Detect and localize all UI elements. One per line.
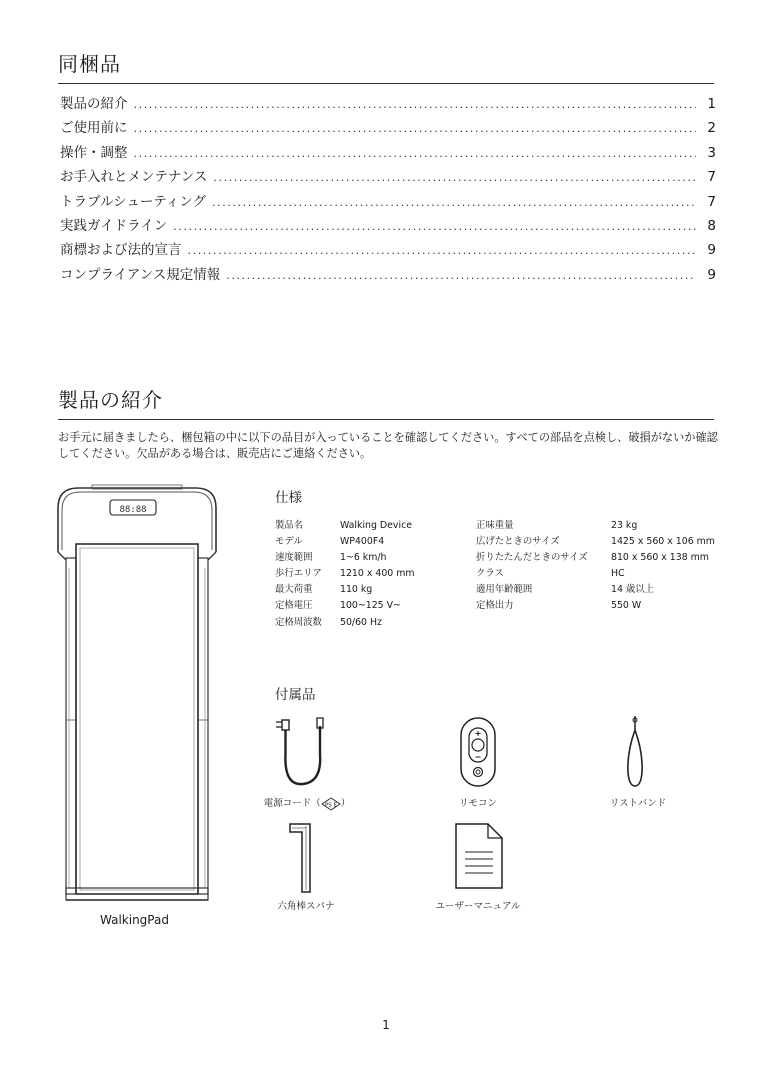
spec-value: 810 x 560 x 138 mm [611, 552, 709, 564]
spec-label: 定格電圧 [275, 600, 313, 612]
specs-left-column [275, 518, 415, 631]
spec-value: 23 kg [611, 520, 638, 531]
toc-item-title: トラブルシューティング [60, 193, 207, 210]
toc-item[interactable] [60, 165, 716, 189]
spec-row [476, 534, 715, 550]
page-number: 1 [382, 1018, 390, 1032]
spec-row [275, 550, 415, 566]
spec-row [275, 534, 415, 550]
hex-wrench-icon [286, 820, 320, 896]
walkingpad-device-icon [52, 484, 222, 909]
spec-value: Walking Device [340, 520, 412, 531]
spec-label: 定格出力 [476, 600, 514, 612]
spec-value: 550 W [611, 600, 642, 612]
spec-value: 1~6 km/h [340, 552, 387, 564]
spec-value: 50/60 Hz [340, 616, 382, 628]
toc-rule [58, 83, 714, 84]
spec-label: 最大荷重 [275, 584, 313, 596]
spec-label: クラス [476, 568, 504, 580]
toc-heading: 同梱品 [58, 52, 121, 76]
spec-value: 1425 x 560 x 106 mm [611, 536, 715, 548]
toc-item[interactable] [60, 190, 716, 214]
device-display: 88:88 [119, 505, 147, 515]
manual-label: ユーザーマニュアル [435, 901, 521, 912]
spec-label: 折りたたんだときのサイズ [476, 552, 588, 564]
toc-leader [134, 122, 697, 135]
wristband-icon [620, 712, 650, 792]
toc-leader [213, 171, 696, 184]
toc-item[interactable] [60, 141, 716, 165]
spec-row [476, 518, 715, 534]
pse-mark-icon [321, 797, 341, 811]
spec-row [476, 566, 715, 582]
device-label: WalkingPad [100, 913, 169, 927]
toc-item-page: 7 [707, 169, 716, 186]
toc-item-title: 操作・調整 [60, 144, 128, 161]
toc-item-title: 実践ガイドライン [60, 217, 168, 234]
table-of-contents [60, 92, 716, 287]
intro-rule [58, 419, 714, 420]
spec-value: HC [611, 568, 625, 580]
spec-value: 100~125 V~ [340, 600, 401, 612]
toc-item-title: 製品の紹介 [60, 96, 128, 112]
power-cord-label [252, 795, 362, 811]
spec-label: 適用年齢範囲 [476, 584, 533, 596]
toc-leader [212, 196, 696, 209]
spec-row [476, 598, 715, 614]
specs-right-column [476, 518, 715, 615]
toc-leader [134, 147, 697, 160]
spec-value: 1210 x 400 mm [340, 568, 415, 580]
toc-item-page: 3 [707, 144, 716, 161]
accessories-heading: 付属品 [275, 687, 316, 703]
intro-text: お手元に届きましたら、梱包箱の中に以下の品目が入っていることを確認してください。すべての部品を点検し、破損がないか確認してください。欠品がある場合は、販売店にご連絡ください。 [58, 431, 718, 460]
toc-item-page: 2 [707, 120, 716, 137]
spec-value: WP400F4 [340, 536, 385, 548]
toc-leader [173, 220, 696, 233]
toc-item-page: 1 [707, 96, 716, 112]
spec-row [476, 550, 715, 566]
pse-mark-text: PS E [324, 802, 337, 808]
toc-item[interactable] [60, 92, 716, 116]
toc-item-title: 商標および法的宣言 [60, 242, 182, 259]
toc-item-page: 8 [707, 217, 716, 234]
spec-row [275, 598, 415, 614]
spec-label: モデル [275, 536, 303, 548]
spec-row [275, 518, 415, 534]
spec-label: 正味重量 [476, 520, 514, 531]
spec-label: 製品名 [275, 520, 304, 531]
wristband-label: リストバンド [609, 798, 667, 809]
hex-wrench-label: 六角棒スパナ [277, 901, 335, 912]
spec-label: 歩行エリア [275, 568, 322, 580]
toc-item-title: ご使用前に [60, 120, 128, 137]
power-cord-text-close: ） [340, 798, 351, 809]
spec-row [476, 582, 715, 598]
toc-item-title: お手入れとメンテナンス [60, 169, 208, 186]
power-cord-text: 電源コード（ [263, 798, 321, 809]
toc-item[interactable] [60, 263, 716, 287]
spec-value: 14 歳以上 [611, 584, 655, 596]
toc-item-page: 9 [707, 242, 716, 259]
intro-heading: 製品の紹介 [58, 388, 163, 412]
spec-label: 定格周波数 [275, 616, 322, 628]
spec-row [275, 615, 415, 631]
specs-heading: 仕様 [275, 490, 302, 506]
spec-value: 110 kg [340, 584, 373, 596]
spec-row [275, 566, 415, 582]
spec-label: 広げたときのサイズ [476, 536, 560, 548]
power-cord-icon [272, 714, 332, 790]
toc-item[interactable] [60, 238, 716, 262]
toc-leader [226, 269, 696, 282]
remote-label: リモコン [458, 798, 497, 809]
spec-label: 速度範囲 [275, 552, 313, 564]
toc-leader [134, 98, 697, 111]
toc-leader [188, 244, 697, 257]
toc-item[interactable] [60, 116, 716, 140]
toc-item-title: コンプライアンス規定情報 [60, 266, 221, 283]
toc-item[interactable] [60, 214, 716, 238]
spec-row [275, 582, 415, 598]
manual-document-icon [452, 820, 506, 892]
toc-item-page: 7 [707, 193, 716, 210]
remote-control-icon [456, 714, 500, 790]
toc-item-page: 9 [707, 266, 716, 283]
